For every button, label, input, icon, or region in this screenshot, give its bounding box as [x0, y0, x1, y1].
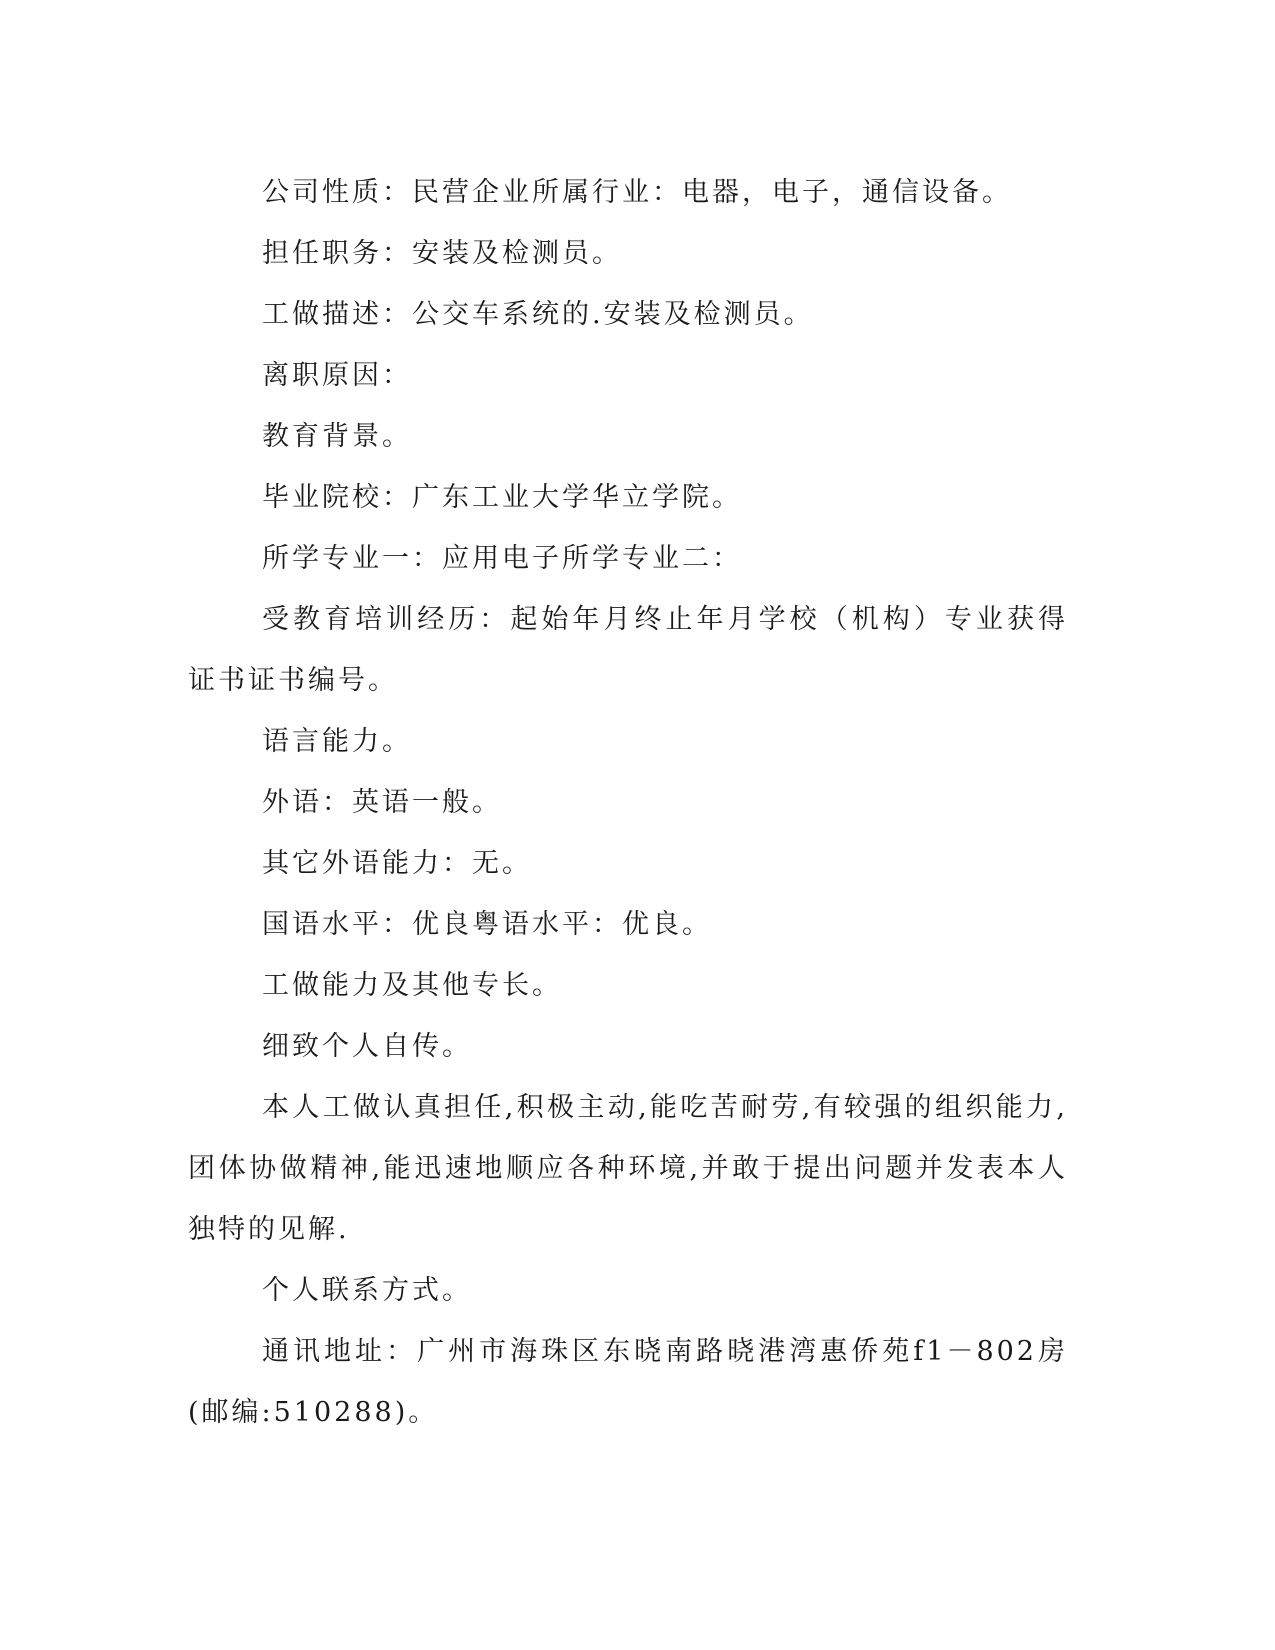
- paragraph-company-nature: 公司性质：民营企业所属行业：电器，电子，通信设备。: [262, 177, 1012, 208]
- section-heading-language: 语言能力。: [262, 726, 412, 757]
- document-body: [188, 162, 1068, 1443]
- section-heading-contact: 个人联系方式。: [262, 1275, 472, 1306]
- paragraph-position: 担任职务：安装及检测员。: [262, 238, 622, 269]
- paragraph-other-languages: 其它外语能力：无。: [262, 848, 532, 879]
- paragraph-job-description: 工做描述：公交车系统的.安装及检测员。: [262, 299, 814, 330]
- section-heading-education: 教育背景。: [262, 421, 412, 452]
- section-heading-skills: 工做能力及其他专长。: [262, 970, 562, 1001]
- section-heading-autobiography: 细致个人自传。: [262, 1031, 472, 1062]
- paragraph-leaving-reason: 离职原因：: [262, 360, 412, 391]
- paragraph-graduate-school: 毕业院校：广东工业大学华立学院。: [262, 482, 742, 513]
- paragraph-mandarin-cantonese: 国语水平：优良粤语水平：优良。: [262, 909, 712, 940]
- paragraph-address: 通讯地址：广州市海珠区东晓南路晓港湾惠侨苑f1－802房(邮编:510288)。: [188, 1336, 1068, 1428]
- paragraph-major: 所学专业一：应用电子所学专业二：: [262, 543, 742, 574]
- paragraph-self-description: 本人工做认真担任,积极主动,能吃苦耐劳,有较强的组织能力,团体协做精神,能迅速地顺应各种环境,并敢于提出问题并发表本人独特的见解.: [188, 1092, 1068, 1245]
- paragraph-foreign-language: 外语：英语一般。: [262, 787, 502, 818]
- paragraph-training-history: 受教育培训经历：起始年月终止年月学校（机构）专业获得证书证书编号。: [188, 604, 1068, 696]
